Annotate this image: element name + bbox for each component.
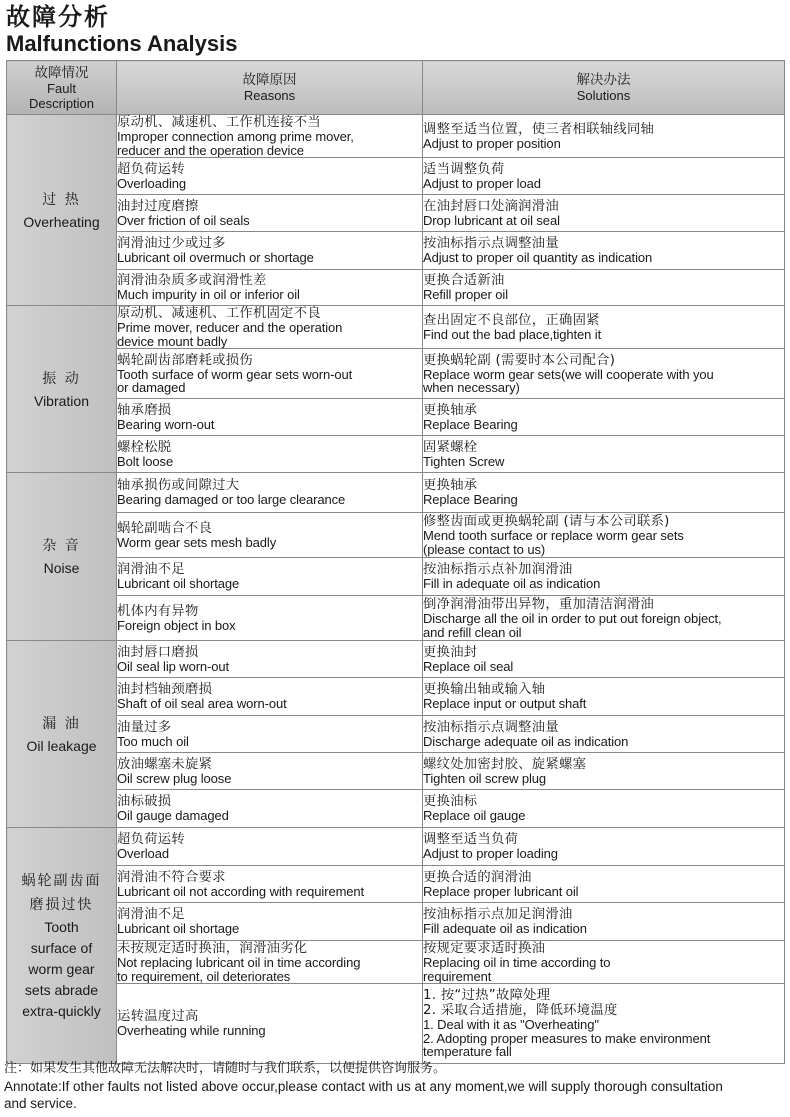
fault-category-cell	[7, 115, 117, 306]
table-row	[7, 473, 785, 513]
solution-text-en: Replace worm gear sets(we will cooperate with you when necessary)	[423, 366, 714, 395]
reason-cell	[117, 828, 423, 866]
table-row	[7, 828, 785, 866]
header-label-cn: 故障原因	[242, 72, 297, 88]
fault-category-cn: 杂 音	[42, 538, 81, 554]
reason-text-cn: 原动机、减速机、工作机连接不当	[117, 115, 321, 130]
reason-cell	[117, 436, 423, 473]
reason-text-en: Oil screw plug loose	[117, 770, 232, 786]
solution-text-en: Adjust to proper oil quantity as indication	[423, 250, 653, 266]
table-row	[7, 195, 785, 232]
solution-text-en: Discharge adequate oil as indication	[423, 733, 629, 749]
solution-text-en: Replace oil seal	[423, 658, 514, 674]
solution-text-en: Replacing oil in time according to requirement	[423, 955, 611, 984]
table-row	[7, 753, 785, 790]
solution-text-en: Refill proper oil	[423, 287, 509, 303]
reason-text-en: Bearing worn-out	[117, 416, 215, 432]
solution-text-en: Adjust to proper load	[423, 175, 541, 191]
reason-cell	[117, 716, 423, 753]
table-header-row	[7, 61, 785, 115]
reason-cell	[117, 753, 423, 790]
reason-text-cn: 油封档轴颈磨损	[117, 682, 213, 698]
solution-text-en: Tighten Screw	[423, 453, 505, 469]
fault-category-cn: 振 动	[42, 370, 81, 387]
reason-text-cn: 超负荷运转	[117, 832, 185, 848]
solution-text-cn: 更换合适新油	[423, 273, 505, 289]
solution-cell	[423, 596, 785, 641]
reason-text-cn: 蜗轮副齿部磨耗或损伤	[117, 352, 253, 368]
reason-text-en: Lubricant oil shortage	[117, 576, 240, 592]
solution-cell	[423, 716, 785, 753]
reason-text-en: Lubricant oil overmuch or shortage	[117, 250, 314, 266]
reason-text-en: Bearing damaged or too large clearance	[117, 492, 346, 508]
solution-text-cn: 更换合适的润滑油	[423, 869, 532, 885]
solution-cell	[423, 790, 785, 828]
solution-text-en: Drop lubricant at oil seal	[423, 212, 560, 228]
fault-category-en: Noise	[43, 560, 80, 576]
reason-text-cn: 运转温度过高	[117, 1009, 199, 1025]
solution-text-cn: 更换蜗轮副 (需要时本公司配合)	[423, 352, 616, 368]
header-label-en: Reasons	[243, 88, 296, 103]
reason-text-en: Lubricant oil shortage	[117, 921, 240, 937]
solution-text-cn: 1. 按“过热”故障处理 2. 采取合适措施，降低环境温度	[423, 988, 618, 1019]
reason-cell	[117, 641, 423, 678]
reason-text-en: Not replacing lubricant oil in time according to requirement, oil deteriorates	[117, 955, 361, 984]
solution-cell	[423, 866, 785, 903]
solution-text-en: Replace oil gauge	[423, 808, 526, 824]
table-row	[7, 270, 785, 306]
table-body	[7, 115, 785, 1064]
reason-text-cn: 原动机、减速机、工作机固定不良	[117, 306, 321, 321]
solution-cell	[423, 828, 785, 866]
solution-cell	[423, 306, 785, 349]
reason-text-cn: 润滑油杂质多或润滑性差	[117, 273, 267, 289]
header-fault-description	[7, 61, 117, 115]
reason-text-cn: 润滑油不足	[117, 907, 185, 923]
reason-text-cn: 螺栓松脱	[117, 439, 172, 455]
table-row	[7, 306, 785, 349]
table-row	[7, 903, 785, 941]
solution-text-en: Replace Bearing	[423, 492, 518, 508]
reason-text-cn: 油标破损	[117, 794, 172, 810]
header-label-en: Solutions	[576, 88, 631, 103]
solution-text-cn: 在油封唇口处滴润滑油	[423, 198, 559, 214]
reason-text-en: Overheating while running	[117, 1023, 266, 1039]
solution-cell	[423, 436, 785, 473]
reason-text-cn: 蜗轮副啮合不良	[117, 520, 213, 536]
reason-cell	[117, 115, 423, 158]
reason-text-en: Tooth surface of worm gear sets worn-out or damaged	[117, 366, 353, 395]
solution-cell	[423, 753, 785, 790]
solution-text-cn: 调整至适当负荷	[423, 832, 519, 848]
table-row	[7, 115, 785, 158]
reason-text-en: Too much oil	[117, 733, 189, 749]
solution-text-en: Replace Bearing	[423, 416, 518, 432]
header-reasons	[117, 61, 423, 115]
solution-cell	[423, 270, 785, 306]
page-title-cn: 故障分析	[6, 3, 110, 31]
reason-cell	[117, 866, 423, 903]
header-label-en: Fault Description	[28, 80, 95, 111]
reason-text-cn: 润滑油不足	[117, 562, 185, 578]
fault-category-en: Tooth surface of worm gear sets abrade extra-quickly	[22, 919, 101, 1019]
solution-text-cn: 螺纹处加密封胶、旋紧螺塞	[423, 756, 587, 772]
header-label-cn: 解决办法	[576, 72, 631, 88]
solution-text-en: Fill adequate oil as indication	[423, 921, 587, 937]
reason-text-en: Foreign object in box	[117, 617, 236, 633]
reason-text-en: Oil gauge damaged	[117, 808, 229, 824]
table-row	[7, 984, 785, 1064]
reason-text-cn: 油量过多	[117, 719, 172, 735]
table-row	[7, 158, 785, 195]
table-row	[7, 436, 785, 473]
reason-cell	[117, 399, 423, 436]
footnote-en: Annotate:If other faults not listed above occur,please contact with us at any moment,we will supply thorough consultation and service.	[4, 1079, 723, 1111]
reason-cell	[117, 306, 423, 349]
fault-category-cn: 蜗轮副齿面 磨损过快	[21, 873, 102, 913]
fault-category-cell	[7, 306, 117, 473]
page-title-en: Malfunctions Analysis	[6, 31, 238, 56]
table-row	[7, 232, 785, 270]
footnote	[4, 1060, 788, 1112]
reason-cell	[117, 903, 423, 941]
reason-cell	[117, 195, 423, 232]
reason-text-en: Lubricant oil not according with requirement	[117, 883, 365, 899]
solution-text-cn: 更换输出轴或输入轴	[423, 682, 546, 698]
solution-text-cn: 修整齿面或更换蜗轮副 (请与本公司联系)	[423, 514, 670, 529]
fault-category-cell	[7, 473, 117, 641]
reason-text-cn: 轴承损伤或间隙过大	[117, 478, 240, 494]
table-row	[7, 941, 785, 984]
reason-cell	[117, 984, 423, 1064]
solution-text-cn: 更换油封	[423, 644, 478, 660]
table-row	[7, 399, 785, 436]
table-row	[7, 349, 785, 399]
solution-text-cn: 适当调整负荷	[423, 161, 505, 177]
solution-cell	[423, 513, 785, 558]
solution-text-cn: 更换油标	[423, 794, 478, 810]
reason-cell	[117, 473, 423, 513]
solution-cell	[423, 473, 785, 513]
solution-text-cn: 倒净润滑油带出异物，重加清洁润滑油	[423, 597, 655, 612]
footnote-cn: 注：如果发生其他故障无法解决时，请随时与我们联系，以便提供咨询服务。	[4, 1061, 447, 1076]
solution-cell	[423, 678, 785, 716]
reason-text-cn: 超负荷运转	[117, 161, 185, 177]
header-label-cn: 故障情况	[34, 64, 89, 81]
solution-text-cn: 更换轴承	[423, 478, 478, 494]
table-row	[7, 513, 785, 558]
reason-text-cn: 油封唇口磨损	[117, 644, 199, 660]
solution-cell	[423, 641, 785, 678]
reason-cell	[117, 349, 423, 399]
reason-text-cn: 放油螺塞未旋紧	[117, 756, 213, 772]
table-row	[7, 558, 785, 596]
solution-text-cn: 查出固定不良部位，正确固紧	[423, 312, 600, 328]
reason-text-cn: 轴承磨损	[117, 402, 172, 418]
reason-cell	[117, 790, 423, 828]
table-row	[7, 716, 785, 753]
table-row	[7, 596, 785, 641]
reason-text-en: Oil seal lip worn-out	[117, 658, 230, 674]
reason-cell	[117, 596, 423, 641]
fault-category-en: Overheating	[23, 213, 100, 230]
reason-text-en: Overloading	[117, 175, 186, 191]
solution-text-en: Tighten oil screw plug	[423, 770, 547, 786]
fault-category-cn: 过 热	[42, 191, 81, 208]
reason-text-cn: 机体内有异物	[117, 603, 199, 619]
reason-cell	[117, 678, 423, 716]
solution-text-en: 1. Deal with it as "Overheating" 2. Adopting proper measures to make environment temperature fall	[423, 1017, 711, 1060]
solution-cell	[423, 399, 785, 436]
reason-cell	[117, 941, 423, 984]
solution-cell	[423, 158, 785, 195]
reason-text-cn: 润滑油不符合要求	[117, 869, 226, 885]
solution-text-cn: 调整至适当位置，使三者相联轴线同轴	[423, 121, 655, 137]
solution-cell	[423, 558, 785, 596]
solution-text-en: Find out the bad place,tighten it	[423, 326, 602, 342]
reason-cell	[117, 513, 423, 558]
reason-cell	[117, 558, 423, 596]
table-row	[7, 641, 785, 678]
solution-cell	[423, 984, 785, 1064]
table-row	[7, 866, 785, 903]
solution-text-cn: 按油标指示点调整油量	[423, 236, 559, 252]
solution-text-cn: 固紧螺栓	[423, 439, 478, 455]
reason-text-en: Worm gear sets mesh badly	[117, 534, 277, 550]
solution-text-en: Replace input or output shaft	[423, 696, 587, 712]
reason-text-en: Much impurity in oil or inferior oil	[117, 287, 300, 303]
reason-text-cn: 未按规定适时换油，润滑油劣化	[117, 941, 308, 956]
solution-text-en: Fill in adequate oil as indication	[423, 576, 601, 592]
reason-text-en: Bolt loose	[117, 453, 174, 469]
reason-cell	[117, 158, 423, 195]
solution-cell	[423, 941, 785, 984]
solution-cell	[423, 232, 785, 270]
solution-text-cn: 更换轴承	[423, 402, 478, 418]
reason-text-en: Improper connection among prime mover, reducer and the operation device	[117, 129, 354, 158]
reason-text-en: Shaft of oil seal area worn-out	[117, 696, 287, 712]
solution-text-cn: 按油标指示点调整油量	[423, 719, 559, 735]
solution-text-en: Adjust to proper loading	[423, 846, 558, 862]
solution-text-en: Discharge all the oil in order to put out foreign object, and refill clean oil	[423, 611, 722, 640]
fault-category-cn: 漏 油	[42, 715, 81, 732]
reason-text-cn: 油封过度磨擦	[117, 198, 199, 214]
reason-cell	[117, 270, 423, 306]
solution-text-en: Replace proper lubricant oil	[423, 883, 579, 899]
solution-text-cn: 按油标指示点加足润滑油	[423, 907, 573, 923]
solution-cell	[423, 903, 785, 941]
fault-category-en: Oil leakage	[26, 737, 97, 754]
malfunction-table	[6, 60, 785, 1064]
table-row	[7, 790, 785, 828]
solution-text-cn: 按油标指示点补加润滑油	[423, 562, 573, 578]
solution-text-cn: 按规定要求适时换油	[423, 941, 546, 956]
table-row	[7, 678, 785, 716]
fault-category-cell	[7, 641, 117, 828]
solution-cell	[423, 195, 785, 232]
solution-text-en: Adjust to proper position	[423, 135, 561, 151]
reason-text-en: Overload	[117, 846, 169, 862]
solution-text-en: Mend tooth surface or replace worm gear sets (please contact to us)	[423, 528, 684, 557]
solution-cell	[423, 115, 785, 158]
reason-cell	[117, 232, 423, 270]
header-solutions	[423, 61, 785, 115]
reason-text-cn: 润滑油过少或过多	[117, 236, 226, 252]
reason-text-en: Over friction of oil seals	[117, 212, 250, 228]
solution-cell	[423, 349, 785, 399]
fault-category-cell	[7, 828, 117, 1064]
reason-text-en: Prime mover, reducer and the operation device mount badly	[117, 320, 343, 349]
fault-category-en: Vibration	[33, 392, 89, 409]
